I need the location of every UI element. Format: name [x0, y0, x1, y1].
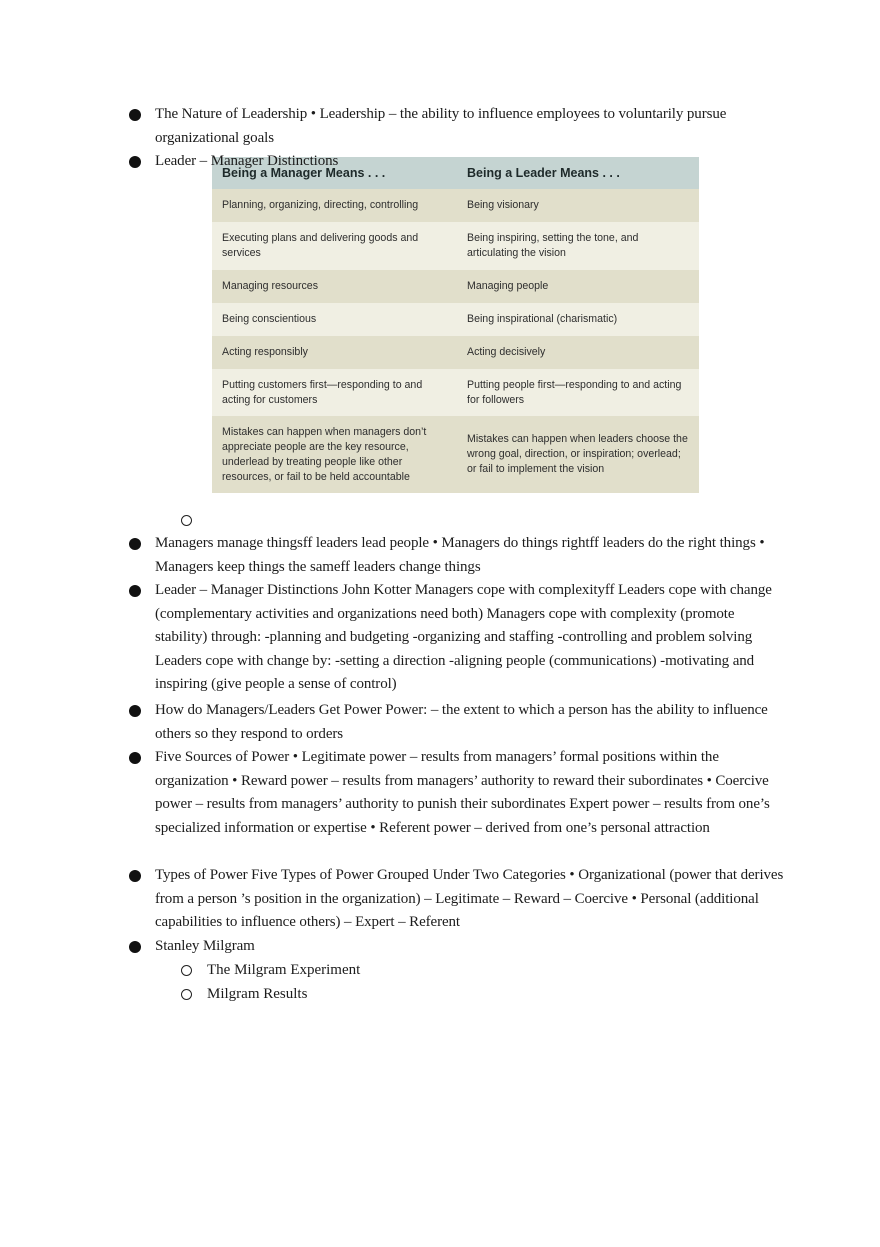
bullet-icon	[129, 585, 141, 597]
table-cell: Executing plans and delivering goods and services	[212, 222, 457, 270]
table-cell: Mistakes can happen when managers don’t appreciate people are the key resource, underlead by treating people like other resources, or fail to be held accountable	[212, 416, 457, 493]
bullet-icon	[129, 752, 141, 764]
list-item: The Nature of Leadership • Leadership – the ability to influence employees to voluntarily pursue organizational goals	[155, 106, 727, 146]
list-item: Leader – Manager Distinctions John Kotter Managers cope with complexityff Leaders cope with change (complementary activities and organizations need both) Managers cope with complexity (promote stability) through: -planning and budgeting -organizing and staffing -controlling and problem solving Leaders cope with change by: -setting a direction -aligning people (communications) -motivating and inspiring (give people a sense of control)	[155, 582, 772, 693]
list-item: Five Sources of Power • Legitimate power – results from managers’ formal positions within the organization • Reward power – results from managers’ authority to reward their subordinates • Coercive power – results from managers’ authority to punish their subordinates Expert power – results from one’s specialized information or expertise • Referent power – derived from one’s personal attraction	[155, 749, 770, 836]
table-header-cell: Being a Manager Means . . .	[212, 157, 457, 189]
table-row	[212, 270, 699, 303]
bullet-icon	[129, 941, 141, 953]
sub-bullet-icon	[181, 989, 192, 1000]
table-row	[212, 303, 699, 336]
table-cell: Being inspiring, setting the tone, and articulating the vision	[457, 222, 699, 270]
table-header-cell: Being a Leader Means . . .	[457, 157, 699, 189]
table-row	[212, 369, 699, 416]
table-cell: Being conscientious	[212, 303, 457, 336]
table-row	[212, 336, 699, 369]
sub-bullet-icon	[181, 965, 192, 976]
table-cell: Mistakes can happen when leaders choose the wrong goal, direction, or inspiration; overlead; or fail to implement the vision	[457, 416, 699, 493]
sub-list-item: The Milgram Experiment	[207, 962, 361, 978]
table-cell: Managing resources	[212, 270, 457, 303]
table-cell: Acting responsibly	[212, 336, 457, 369]
list-item: Types of Power Five Types of Power Grouped Under Two Categories • Organizational (power that derives from a person ’s position in the organization) – Legitimate – Reward – Coercive • Personal (additional capabilities to influence others) – Expert – Referent	[155, 867, 784, 931]
table-cell: Acting decisively	[457, 336, 699, 369]
table-cell: Being inspirational (charismatic)	[457, 303, 699, 336]
list-item: How do Managers/Leaders Get Power Power: – the extent to which a person has the ability to influence others so they respond to orders	[155, 702, 768, 742]
list-item: Leader – Manager Distinctions	[155, 153, 339, 169]
table-cell: Being visionary	[457, 189, 699, 222]
sub-bullet-icon	[181, 515, 192, 526]
table-row	[212, 416, 699, 493]
table-cell: Putting people first—responding to and acting for followers	[457, 369, 699, 416]
table-cell: Planning, organizing, directing, controlling	[212, 189, 457, 222]
bullet-icon	[129, 109, 141, 121]
bullet-icon	[129, 705, 141, 717]
manager-leader-table	[212, 157, 699, 493]
bullet-icon	[129, 870, 141, 882]
table-cell: Putting customers first—responding to and acting for customers	[212, 369, 457, 416]
bullet-icon	[129, 156, 141, 168]
list-item: Managers manage thingsff leaders lead people • Managers do things rightff leaders do the right things • Managers keep things the sameff leaders change things	[155, 535, 765, 575]
sub-list-item: Milgram Results	[207, 986, 308, 1002]
list-item: Stanley Milgram	[155, 938, 255, 954]
table-cell: Managing people	[457, 270, 699, 303]
table-row	[212, 189, 699, 222]
bullet-icon	[129, 538, 141, 550]
table-row	[212, 222, 699, 270]
